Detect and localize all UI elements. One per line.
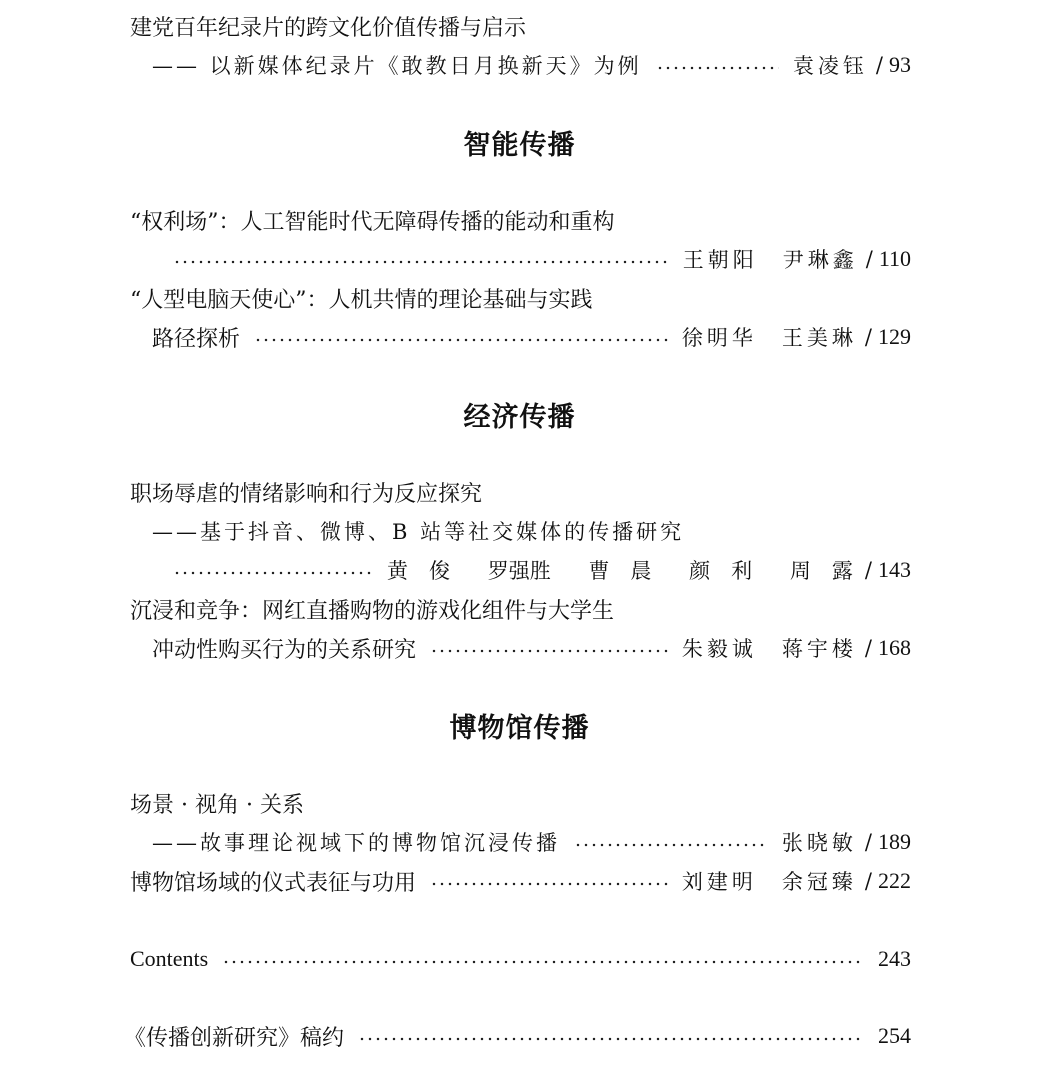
separator: / (864, 325, 872, 349)
page-number: 129 (878, 324, 911, 349)
leader-dots (173, 260, 669, 264)
leader-dots (574, 843, 768, 847)
toc-entry-leader-line[interactable] (173, 553, 911, 587)
author-name: 罗强胜 (487, 559, 551, 583)
leader-dots (430, 882, 668, 886)
page-number: 93 (889, 52, 911, 77)
page-number: 243 (878, 946, 911, 971)
entry-subtitle: —— 以新媒体纪录片《敢教日月换新天》为例 (152, 54, 642, 78)
page-number: 189 (878, 829, 911, 854)
separator: / (864, 558, 872, 582)
entry-authors: 王朝阳 尹琳鑫 (682, 248, 858, 272)
entry-subtitle: ——基于抖音、微博、B 站等社交媒体的传播研究 (152, 520, 685, 544)
toc-entry-subtitle-line[interactable] (152, 514, 911, 548)
entry-authors: 刘建明 余冠臻 (681, 870, 857, 894)
section-heading: 博物馆传播 (449, 713, 590, 744)
leader-dots (430, 649, 668, 653)
entry-title: 职场辱虐的情绪影响和行为反应探究 (130, 481, 483, 507)
author-name: 黄 俊 (387, 559, 450, 583)
entry-subtitle: ——故事理论视域下的博物馆沉浸传播 (152, 831, 560, 855)
toc-entry-contents[interactable] (130, 942, 911, 976)
leader-dots (358, 1037, 864, 1041)
separator: / (875, 53, 883, 77)
entry-title-line2: 冲动性购买行为的关系研究 (152, 637, 417, 663)
entry-title: 建党百年纪录片的跨文化价值传播与启示 (130, 15, 527, 41)
leader-dots (254, 338, 668, 342)
author-name: 曹 晨 (588, 559, 652, 583)
page-number: 222 (878, 868, 911, 893)
entry-title: 场景 · 视角 · 关系 (130, 792, 304, 818)
author-name: 颜 利 (689, 559, 753, 583)
toc-entry-title[interactable] (130, 864, 911, 898)
separator: / (865, 247, 873, 271)
entry-title: “人型电脑天使心”：人机共情的理论基础与实践 (130, 287, 593, 313)
entry-authors (387, 555, 853, 585)
toc-entry-subtitle-line[interactable] (152, 825, 911, 859)
section-heading: 智能传播 (463, 130, 576, 161)
page-number: 254 (878, 1023, 911, 1048)
toc-entry-subtitle-line[interactable] (152, 48, 911, 82)
toc-entry-title[interactable] (130, 475, 911, 509)
entry-authors: 袁凌钰 (792, 54, 868, 78)
entry-title: 《传播创新研究》稿约 (124, 1025, 345, 1051)
entry-title-line2: 路径探析 (152, 326, 241, 352)
toc-entry-title-continued[interactable] (152, 320, 911, 354)
toc-entry-title[interactable] (130, 203, 911, 237)
author-name: 周 露 (789, 559, 853, 583)
separator: / (864, 869, 872, 893)
toc-entry-title[interactable] (130, 281, 911, 315)
leader-dots (656, 66, 779, 70)
leader-dots (173, 571, 373, 575)
page-number: 168 (878, 635, 911, 660)
entry-authors: 张晓敏 (781, 831, 857, 855)
leader-dots (222, 960, 864, 964)
toc-entry-call-for-papers[interactable] (124, 1019, 911, 1053)
entry-authors: 徐明华 王美琳 (681, 326, 857, 350)
toc-entry-title-continued[interactable] (152, 631, 911, 665)
toc-entry-leader-line[interactable] (173, 242, 911, 276)
page-number: 110 (878, 246, 911, 271)
separator: / (864, 830, 872, 854)
toc-entry-title[interactable] (130, 786, 911, 820)
entry-title: 沉浸和竞争：网红直播购物的游戏化组件与大学生 (130, 598, 615, 624)
section-heading: 经济传播 (463, 402, 576, 433)
toc-entry-title[interactable] (130, 592, 911, 626)
page-number: 143 (878, 557, 911, 582)
entry-authors: 朱毅诚 蒋宇楼 (681, 637, 857, 661)
entry-title: 博物馆场域的仪式表征与功用 (130, 870, 417, 896)
entry-title: “权利场”：人工智能时代无障碍传播的能动和重构 (130, 209, 615, 235)
entry-title: Contents (130, 946, 209, 971)
separator: / (864, 636, 872, 660)
toc-entry-title[interactable] (130, 9, 911, 43)
